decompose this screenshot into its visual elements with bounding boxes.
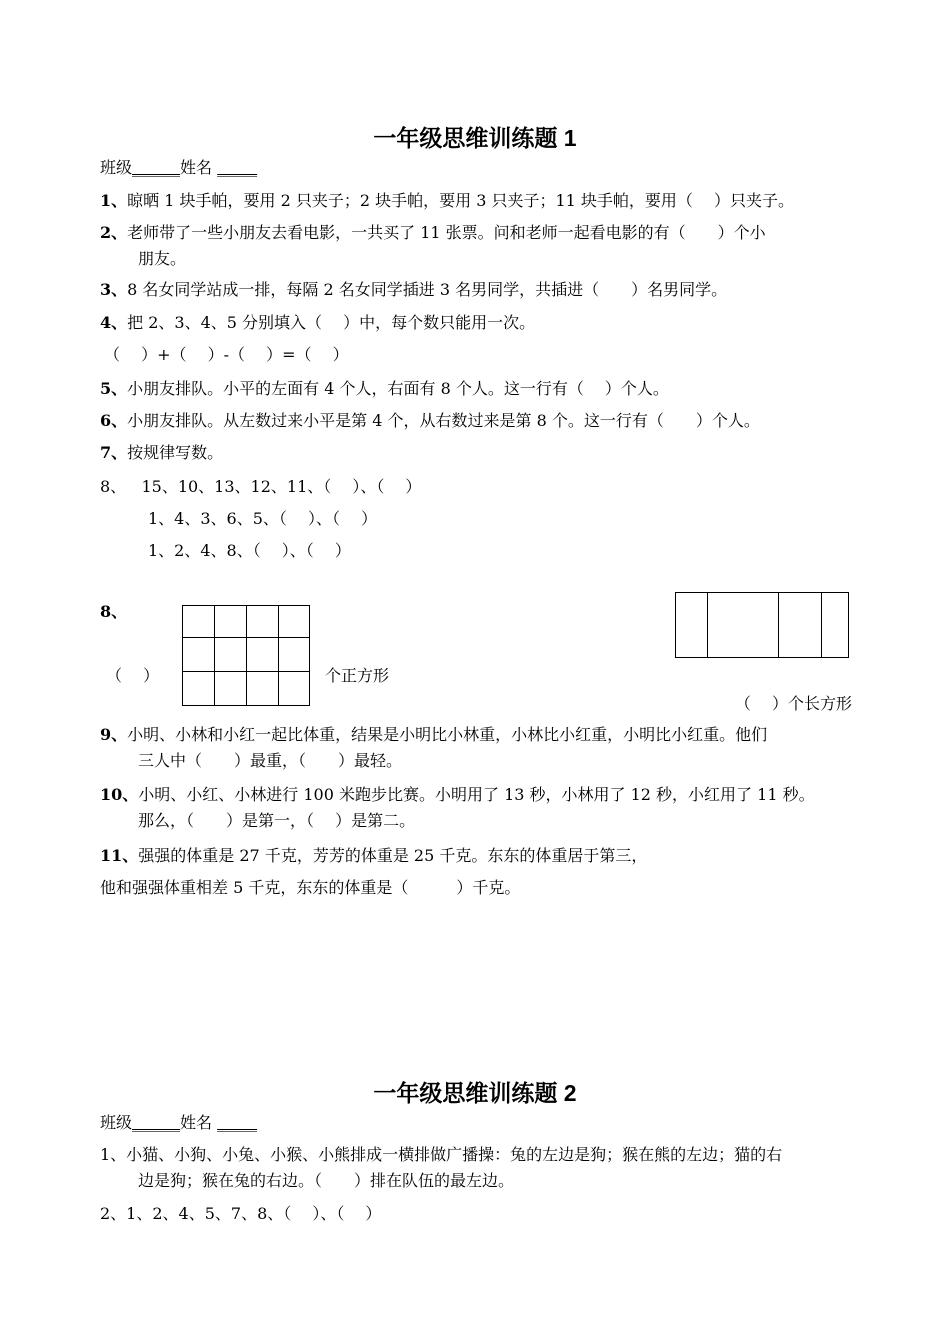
question-number: 8、 xyxy=(100,477,127,496)
class-blank[interactable]: ______ xyxy=(132,1113,181,1132)
question-number: 4、 xyxy=(100,313,128,332)
question-number: 11、 xyxy=(100,846,139,865)
squares-label: 个正方形 xyxy=(325,666,390,685)
question-text-line2: 那么，（ ）是第一，（ ）是第二。 xyxy=(138,811,416,830)
worksheet-1-title: 一年级思维训练题 1 xyxy=(373,125,577,151)
worksheet-2-title: 一年级思维训练题 2 xyxy=(373,1080,577,1106)
worksheet-2-header xyxy=(100,1109,852,1136)
sequence-3: 1、2、4、8、（ ）、（ ） xyxy=(148,541,351,560)
question-1 xyxy=(100,187,852,214)
question-number: 1、 xyxy=(100,191,128,210)
name-label: 姓名 xyxy=(180,158,213,177)
square-grid xyxy=(182,605,310,706)
question-text-line1: 1、小猫、小狗、小兔、小猴、小熊排成一横排做广播操：兔的左边是狗；猴在熊的左边；猫的右 xyxy=(100,1145,783,1164)
question-number: 10、 xyxy=(100,785,139,804)
name-blank[interactable]: _____ xyxy=(217,1113,258,1132)
question-text-line2: 三人中（ ）最重，（ ）最轻。 xyxy=(138,751,403,770)
class-blank[interactable]: ______ xyxy=(132,158,181,177)
question-9 xyxy=(100,722,852,774)
question-text: 小朋友排队。从左数过来小平是第 4 个，从右数过来是第 8 个。这一行有（ ）个人。 xyxy=(127,411,760,430)
question-5 xyxy=(100,375,852,402)
question-text: 小朋友排队。小平的左面有 4 个人，右面有 8 个人。这一行有（ ）个人。 xyxy=(127,379,669,398)
question-4-equation: （ ）+（ ）-（ ）=（ ） xyxy=(104,345,349,364)
question-number: 6、 xyxy=(100,411,128,430)
question-number: 5、 xyxy=(100,379,128,398)
question-11-line2: 他和强强体重相差 5 千克，东东的体重是（ ）千克。 xyxy=(100,878,521,897)
question-number: 8、 xyxy=(100,602,128,621)
worksheet-1-header xyxy=(100,154,852,181)
class-label: 班级 xyxy=(100,1113,133,1132)
name-blank[interactable]: _____ xyxy=(217,158,258,177)
question-3 xyxy=(100,276,852,303)
question-number: 7、 xyxy=(100,443,128,462)
question-text-line1: 强强的体重是 27 千克，芳芳的体重是 25 千克。东东的体重居于第三， xyxy=(138,846,648,865)
question-7 xyxy=(100,439,852,466)
ws2-question-2: 2、1、2、4、5、7、8、（ ）、（ ） xyxy=(100,1204,382,1223)
question-text-line2: 边是狗；猴在兔的右边。（ ）排在队伍的最左边。 xyxy=(138,1171,515,1190)
question-10 xyxy=(100,782,852,834)
class-label: 班级 xyxy=(100,158,133,177)
name-label: 姓名 xyxy=(180,1113,213,1132)
question-text: 把 2、3、4、5 分别填入（ ）中，每个数只能用一次。 xyxy=(127,313,536,332)
question-number: 9、 xyxy=(100,725,128,744)
question-8-sequences xyxy=(100,473,852,500)
rectangles-answer: （ ）个长方形 xyxy=(734,694,852,713)
ws2-question-1 xyxy=(100,1142,852,1194)
squares-answer-blank[interactable]: （ ） xyxy=(106,666,160,685)
question-11 xyxy=(100,842,852,869)
question-number: 3、 xyxy=(100,280,128,299)
question-text-line1: 老师带了一些小朋友去看电影，一共买了 11 张票。问和老师一起看电影的有（ ）个小 xyxy=(127,223,766,242)
question-text-line2: 朋友。 xyxy=(138,249,187,268)
question-6 xyxy=(100,407,852,434)
question-text-line1: 小明、小林和小红一起比体重，结果是小明比小林重，小林比小红重，小明比小红重。他们 xyxy=(127,725,768,744)
rectangle-figure xyxy=(675,592,849,658)
sequence-2: 1、4、3、6、5、（ ）、（ ） xyxy=(148,509,378,528)
sequence-1: 15、10、13、12、11、（ ）、（ ） xyxy=(141,477,422,496)
question-text: 8 名女同学站成一排，每隔 2 名女同学插进 3 名男同学，共插进（ ）名男同学。 xyxy=(127,280,728,299)
question-text-line1: 小明、小红、小林进行 100 米跑步比赛。小明用了 13 秒，小林用了 12 秒，小红用了 11 秒。 xyxy=(138,785,815,804)
question-text: 晾晒 1 块手帕，要用 2 只夹子；2 块手帕，要用 3 只夹子；11 块手帕，要用（ ）只夹子。 xyxy=(127,191,794,210)
question-number: 2、 xyxy=(100,223,128,242)
question-text: 按规律写数。 xyxy=(127,443,224,462)
question-2 xyxy=(100,220,852,272)
question-4 xyxy=(100,309,852,336)
